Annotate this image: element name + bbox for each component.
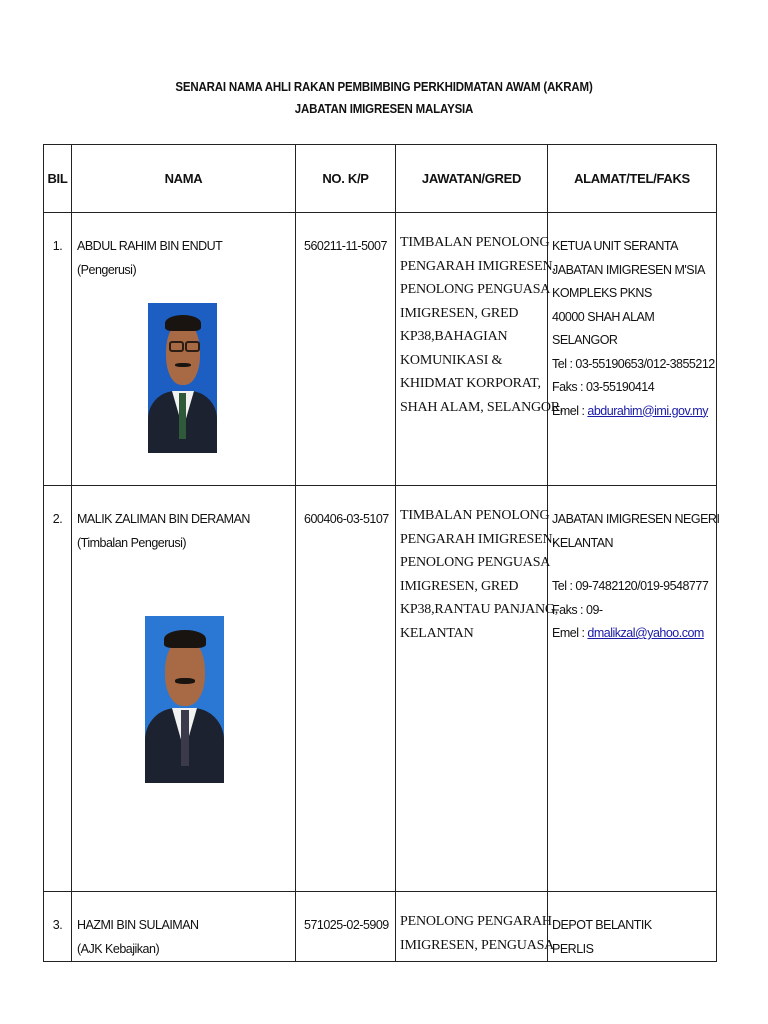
table-row (44, 486, 717, 892)
email-link[interactable]: abdurahim@imi.gov.my (587, 403, 708, 418)
member-name: HAZMI BIN SULAIMAN (77, 918, 199, 932)
alamat-line: PERLIS (552, 941, 594, 956)
kp-cell (296, 486, 396, 892)
row-number: 1. (52, 239, 63, 253)
member-kp: 560211-11-5007 (304, 239, 387, 253)
jawatan-line: TIMBALAN PENOLONG (400, 508, 550, 523)
member-name: MALIK ZALIMAN BIN DERAMAN (77, 512, 250, 526)
jawatan-line: PENOLONG PENGARAH (400, 914, 552, 929)
bil-cell (44, 213, 72, 486)
alamat-line: KOMPLEKS PKNS (552, 286, 652, 300)
alamat-line: Tel : 03-55190653/012-3855212 (552, 356, 715, 371)
member-photo (145, 616, 224, 783)
alamat-line: Faks : 09- (552, 602, 603, 617)
jawatan-line: PENGARAH IMIGRESEN, (400, 531, 556, 547)
jawatan-cell (396, 213, 564, 486)
bil-cell (44, 486, 72, 892)
jawatan-line: IMIGRESEN, GRED (400, 305, 519, 321)
bil-cell (44, 892, 72, 962)
header-alamat: ALAMAT/TEL/FAKS (548, 145, 717, 213)
member-name: ABDUL RAHIM BIN ENDUT (77, 239, 223, 253)
alamat-line: Faks : 03-55190414 (552, 380, 655, 394)
member-kp: 571025-02-5909 (304, 918, 389, 932)
email-label: Emel : (552, 626, 588, 640)
member-role: (Timbalan Pengerusi) (77, 535, 187, 550)
member-alamat (548, 892, 716, 961)
alamat-line: JABATAN IMIGRESEN M'SIA (552, 262, 705, 277)
alamat-line: 40000 SHAH ALAM (552, 309, 655, 324)
member-jawatan (396, 486, 559, 645)
jawatan-line: TIMBALAN PENOLONG (400, 235, 550, 250)
nama-cell (72, 213, 296, 486)
member-table (43, 144, 720, 962)
member-jawatan (396, 892, 555, 957)
alamat-cell (548, 892, 717, 962)
document-title: SENARAI NAMA AHLI RAKAN PEMBIMBING PERKHIDMATAN AWAM (AKRAM) (175, 80, 593, 94)
alamat-line: DEPOT BELANTIK (552, 918, 652, 932)
table-row (44, 892, 717, 962)
email-line (552, 400, 716, 424)
jawatan-line: KHIDMAT KORPORAT, (400, 376, 541, 391)
header-jawatan: JAWATAN/GRED (396, 145, 548, 213)
alamat-line: Tel : 09-7482120/019-9548777 (552, 579, 709, 593)
nama-cell (72, 892, 296, 962)
email-line (552, 622, 716, 646)
header-bil: BIL (44, 145, 72, 213)
member-role: (AJK Kebajikan) (77, 941, 160, 956)
alamat-line: JABATAN IMIGRESEN NEGERI (552, 512, 720, 526)
header-kp: NO. K/P (296, 145, 396, 213)
jawatan-line: PENGARAH IMIGRESEN, (400, 258, 556, 274)
alamat-line: SELANGOR (552, 333, 618, 347)
member-photo (148, 303, 217, 453)
alamat-cell (548, 486, 720, 892)
jawatan-line: PENOLONG PENGUASA (400, 555, 551, 570)
row-number: 2. (52, 512, 63, 526)
jawatan-line: IMIGRESEN, GRED (400, 578, 519, 594)
member-role: (Pengerusi) (77, 262, 137, 277)
jawatan-line: KP38,RANTAU PANJANG, (400, 602, 559, 617)
jawatan-cell (396, 892, 555, 962)
document-subtitle: JABATAN IMIGRESEN MALAYSIA (294, 102, 474, 116)
alamat-line (552, 555, 716, 575)
table-row (44, 213, 717, 486)
jawatan-line: SHAH ALAM, SELANGOR, (400, 399, 564, 415)
row-number: 3. (52, 918, 63, 932)
table-header-row (44, 145, 717, 213)
member-alamat (548, 213, 716, 423)
jawatan-line: PENOLONG PENGUASA (400, 282, 551, 297)
jawatan-cell (396, 486, 559, 892)
email-link[interactable]: dmalikzal@yahoo.com (587, 626, 704, 640)
kp-cell (296, 213, 396, 486)
jawatan-line: KP38,BAHAGIAN (400, 329, 508, 344)
jawatan-line: IMIGRESEN, PENGUASA (400, 937, 555, 953)
nama-cell (72, 486, 296, 892)
jawatan-line: KOMUNIKASI & (400, 352, 503, 368)
header-nama: NAMA (72, 145, 296, 213)
member-jawatan (396, 213, 564, 419)
email-label: Emel : (552, 403, 588, 418)
alamat-cell (548, 213, 717, 486)
jawatan-line: KELANTAN (400, 625, 474, 641)
alamat-line: KELANTAN (552, 535, 614, 550)
alamat-line: KETUA UNIT SERANTA (552, 239, 678, 253)
member-kp: 600406-03-5107 (304, 512, 389, 526)
kp-cell (296, 892, 396, 962)
member-alamat (548, 486, 720, 646)
